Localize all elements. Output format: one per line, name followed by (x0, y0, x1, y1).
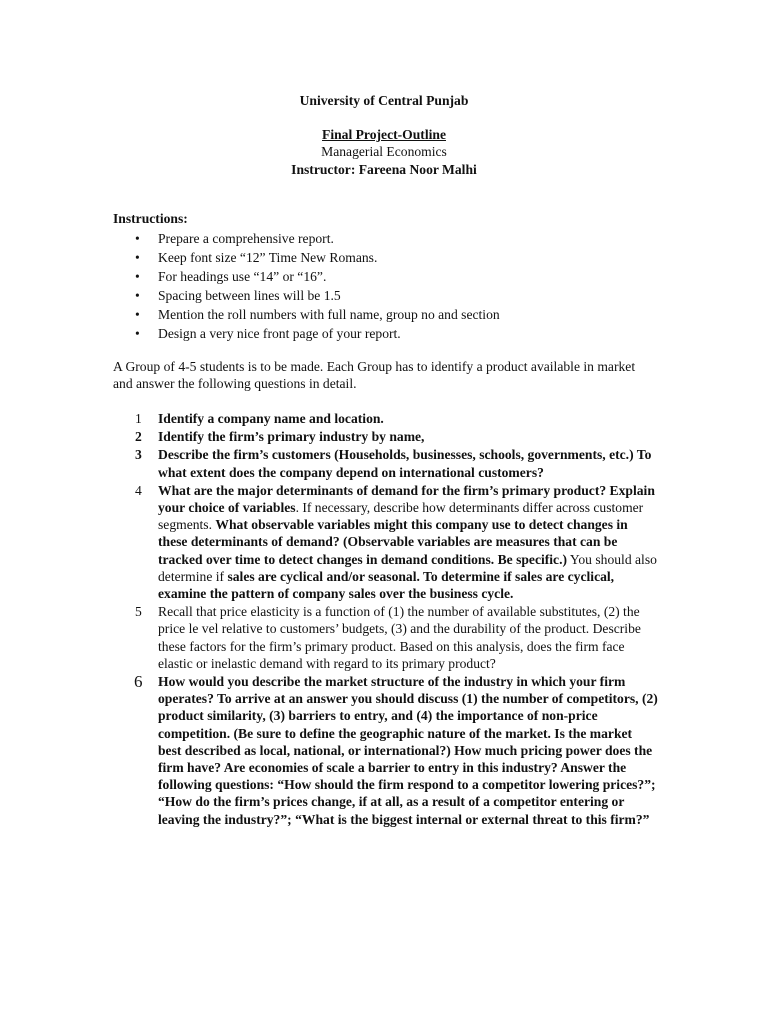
instructions-heading: Instructions: (113, 211, 188, 226)
bullet-icon: • (135, 231, 140, 246)
bullet-icon: • (135, 269, 140, 284)
bullet-icon: • (135, 288, 140, 303)
question-item (113, 428, 658, 445)
question-item (113, 410, 658, 427)
questions-list (113, 410, 658, 829)
question-number: 6 (134, 672, 143, 692)
instruction-item: • Keep font size “12” Time New Romans. (135, 250, 378, 265)
project-title: Final Project-Outline (322, 127, 446, 143)
instruction-item: • Prepare a comprehensive report. (135, 231, 334, 246)
university-name: University of Central Punjab (299, 93, 469, 108)
question-text: Identify a company name and location. (158, 411, 384, 426)
bullet-icon: • (135, 307, 140, 322)
instruction-item: • For headings use “14” or “16”. (135, 269, 327, 284)
instructor-name: Instructor: Fareena Noor Malhi (291, 161, 477, 177)
question-item (113, 603, 658, 672)
instruction-item: • Design a very nice front page of your report. (135, 326, 401, 341)
bullet-icon: • (135, 250, 140, 265)
instruction-item: • Spacing between lines will be 1.5 (135, 288, 341, 303)
bullet-icon: • (135, 326, 140, 341)
question-item (113, 673, 658, 828)
instructions-list (113, 229, 658, 343)
intro-paragraph: A Group of 4-5 students is to be made. Each Group has to identify a product available in market and answer the following questions in detail. (113, 359, 636, 392)
question-number: 1 (135, 411, 142, 426)
question-text: Recall that price elasticity is a function of (1) the number of available substitutes, (2) the price le vel relative to customers’ budgets, (3) and the durability of the product. Describe these factors for the firm’s primary product. Based on this analysis, does the firm face elastic or inelastic demand with regard to its primary product? (158, 604, 641, 671)
question-text: Describe the firm’s customers (Households, businesses, schools, governments, etc.) To what extent does the company depend on international customers? (158, 447, 652, 480)
question-text: Identify the firm’s primary industry by name, (158, 429, 425, 445)
document-header (0, 92, 768, 178)
question-number: 3 (135, 447, 142, 463)
question-number: 5 (135, 604, 142, 620)
question-item (113, 446, 658, 480)
question-number: 2 (135, 429, 142, 445)
question-number: 4 (135, 482, 142, 498)
instruction-item: • Mention the roll numbers with full name, group no and section (135, 307, 500, 322)
question-text: What are the major determinants of demand for the firm’s primary product? Explain your choice of variables. If necessary, describe how determinants differ across customer segments. What observable variables might this company use to detect changes in these determinants of demand? (Observable variables are measures that can be tracked over time to detect changes in demand conditions. Be specific.) You should also determine if sales are cyclical and/or seasonal. To determine if sales are cyclical, examine the pattern of company sales over the business cycle. (158, 482, 657, 602)
course-name: Managerial Economics (321, 144, 447, 160)
question-text: How would you describe the market structure of the industry in which your firm operates? To arrive at an answer you should discuss (1) the number of competitors, (2) product similarity, (3) barriers to entry, and (4) the importance of non-price competition. (Be sure to define the geographic nature of the market. Is the market best described as local, national, or international?) How much pricing power does the firm have? Are economies of scale a barrier to entry in this industry? Answer the following questions: “How should the firm respond to a competitor lowering prices?”; “How do the firm’s prices change, if at all, as a result of a competitor entering or leaving the industry?”; “What is the biggest internal or external threat to this firm?” (158, 674, 658, 827)
question-item (113, 482, 658, 602)
